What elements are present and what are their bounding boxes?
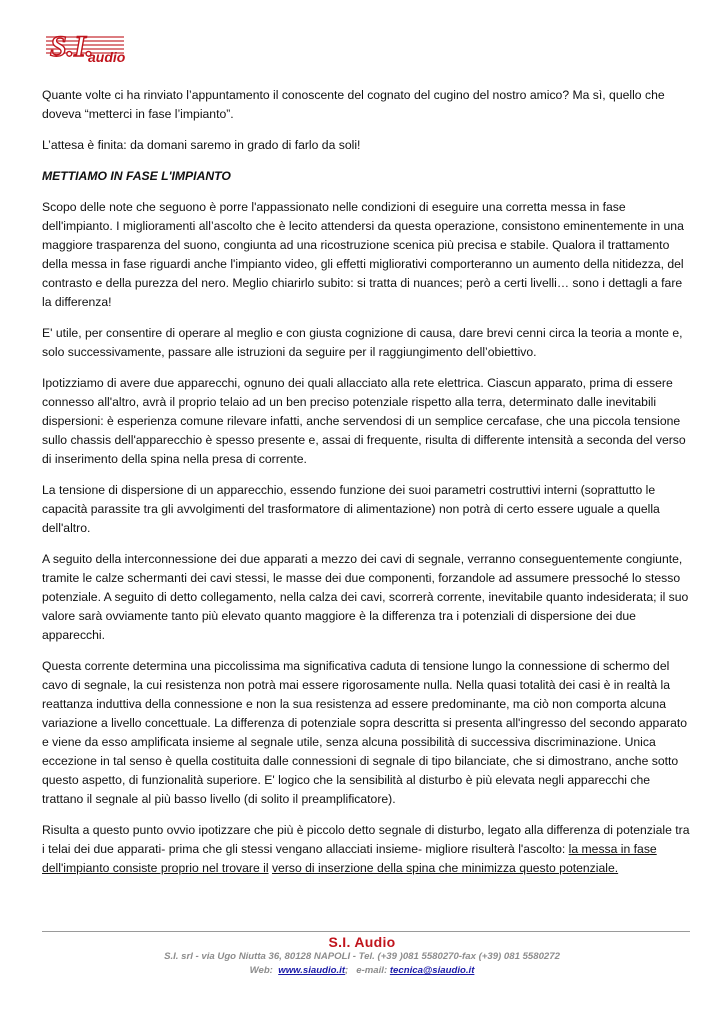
footer-contacts (0, 965, 724, 976)
paragraph-theory-intro: E' utile, per consentire di operare al meglio e con giusta cognizione di causa, dare brevi cenni circa la teoria a monte e, solo successivamente, passare alle istruzioni da seguire per il raggiungimento dell’obiettivo. (42, 326, 683, 359)
paragraph-current-drop: Questa corrente determina una piccolissima ma significativa caduta di tensione lungo la connessione di schermo del cavo di segnale, la cui resistenza non potrà mai essere rigorosamente nulla. Nella quasi totalità dei casi è in realtà la reattanza induttiva della connessione e non la sua resistenza ad essere predominante, ma ciò non comporta alcuna variazione a livello concettuale. La differenza di potenziale sopra descritta si presenta all'ingresso del secondo apparato e viene da esso amplificata insieme al segnale utile, senza alcuna possibilità di successiva discriminazione. Unica eccezione in tal senso è quella costituita dalle connessioni di segnale di tipo bilanciate, che si dimostrano, anche sotto questo aspetto, di funzionalità superiore. E' logico che la sensibilità al disturbo è più elevata negli apparecchi che trattano il segnale al più basso livello (di solito il preamplificatore). (42, 659, 688, 806)
footer-address: S.I. srl - via Ugo Niutta 36, 80128 NAPOLI - Tel. (+39 )081 5580270-fax (+39) 081 5580272 (164, 951, 560, 962)
footer-company: S.I. Audio (328, 934, 396, 950)
svg-text:audio: audio (88, 49, 126, 65)
section-heading: METTIAMO IN FASE L'IMPIANTO (42, 169, 231, 183)
paragraph-intro: Quante volte ci ha rinviato l’appuntamento il conoscente del cognato del cugino del nostro amico? Ma sì, quello che doveva “metterci in fase l’impianto”. (42, 88, 665, 121)
conclusion-text: Risulta a questo punto ovvio ipotizzare che più è piccolo detto segnale di disturbo, legato alla differenza di potenziale tra i telai dei due apparati- prima che gli stessi vengano allacciati insieme- migliore risulterà l'ascolto: (42, 823, 690, 856)
paragraph-interconnection: A seguito della interconnessione dei due apparati a mezzo dei cavi di segnale, verranno conseguentemente congiunte, tramite le calze schermanti dei cavi stessi, le masse dei due componenti, forzandole ad assumere pressoché lo stesso potenziale. A seguito di detto collegamento, nella calza dei cavi, scorrerà corrente, inevitabile quanto indesiderata; il suo valore sarà ovviamente tanto più elevato quanto maggiore è la differenza tra i potenziali di dispersione dei due apparecchi. (42, 552, 689, 642)
web-label: Web: (249, 965, 273, 976)
paragraph-scope: Scopo delle note che seguono è porre l'appassionato nelle condizioni di eseguire una corretta messa in fase dell'impianto. I miglioramenti all’ascolto che è lecito attendersi da questa operazione, consistono eminentemente in una maggiore trasparenza del suono, congiunta ad una ricostruzione scenica più precisa e stabile. Qualora il trattamento della messa in fase riguardi anche l'impianto video, gli effetti migliorativi comporteranno un aumento della nitidezza, del contrasto e della purezza del nero. Meglio chiarirlo subito: si tratta di nuances; però a certi livelli… sono i dettagli a fare la differenza! (42, 200, 684, 309)
conclusion-underlined-a: la messa in fase dell'impianto consiste proprio nel trovare il (42, 842, 657, 875)
paragraph-announcement: L’attesa è finita: da domani saremo in grado di farlo da soli! (42, 138, 361, 152)
paragraph-two-devices: Ipotizziamo di avere due apparecchi, ognuno dei quali allacciato alla rete elettrica. Ciascun apparato, prima di essere connesso all'altro, avrà il proprio telaio ad un ben preciso potenziale rispetto alla terra, determinato dalle inevitabili dispersioni: è esperienza comune rilevare infatti, anche servendosi di un semplice cercafase, che una piccola tensione sullo chassis dell'apparecchio è spesso presente e, assai di frequente, risulta di differente intensità a seconda del verso di inserimento della spina nella presa di corrente. (42, 376, 686, 466)
web-separator: ; (345, 965, 349, 976)
article-body (42, 86, 690, 890)
svg-text:S.I.: S.I. (50, 30, 94, 63)
footer-divider (42, 931, 690, 932)
email-label: e-mail: (356, 965, 388, 976)
paragraph-leakage-voltage: La tensione di dispersione di un apparecchio, essendo funzione dei suoi parametri costruttivi interni (soprattutto le capacità parassite tra gli avvolgimenti del trasformatore di alimentazione) non potrà di certo essere uguale a quella dell'altro. (42, 483, 660, 535)
conclusion-underlined-b: verso di inserzione della spina che minimizza questo potenziale. (271, 861, 619, 875)
website-link[interactable]: www.siaudio.it (278, 965, 346, 976)
siaudio-logo (44, 20, 126, 70)
paragraph-conclusion (42, 821, 690, 878)
email-link[interactable]: tecnica@siaudio.it (389, 965, 475, 976)
